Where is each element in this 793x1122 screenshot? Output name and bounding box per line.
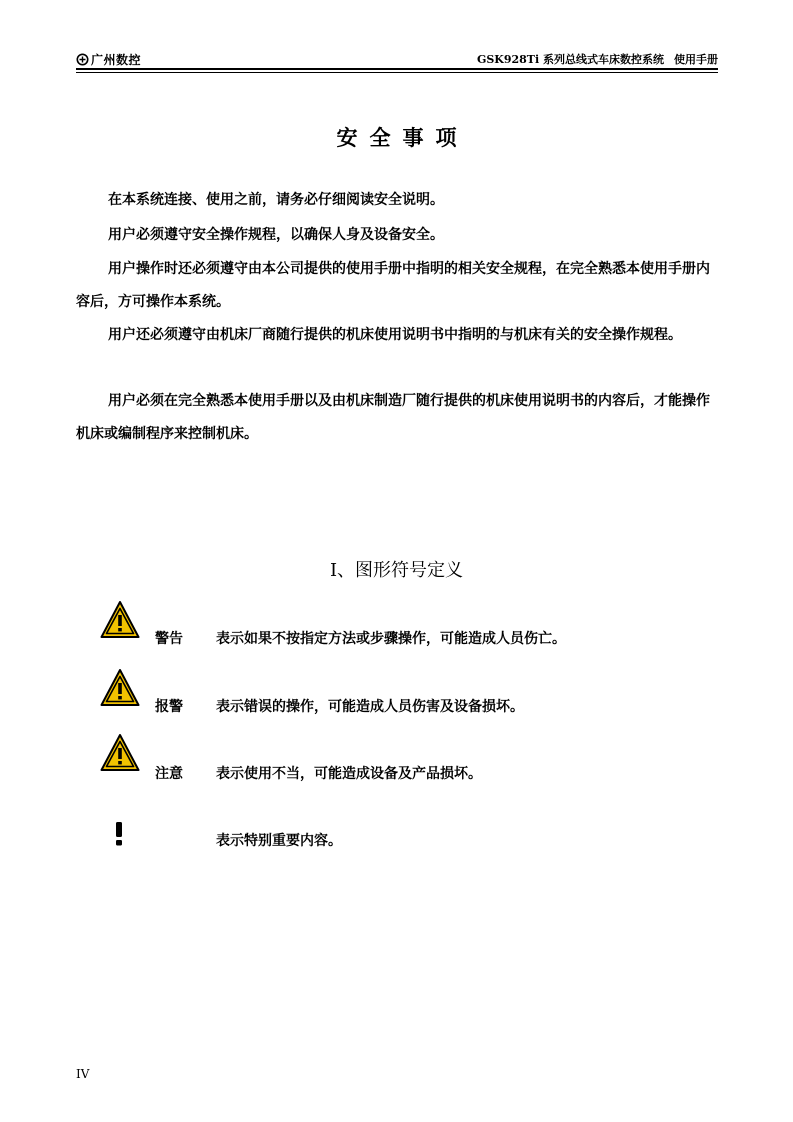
symbol-term: 警告 (155, 631, 183, 647)
doc-subtitle: 使用手册 (674, 53, 718, 66)
symbol-description: 表示使用不当，可能造成设备及产品损坏。 (216, 766, 482, 782)
header-rule-thick (76, 68, 718, 70)
symbol-row-alarm (0, 668, 793, 715)
paragraph-1: 在本系统连接、使用之前，请务必仔细阅读安全说明。 (108, 192, 444, 208)
company-logo (76, 51, 141, 67)
section-title: Ⅰ、图形符号定义 (329, 560, 464, 581)
page-title: 安全事项 (336, 126, 469, 150)
paragraph-3: 用户操作时还必须遵守由本公司提供的使用手册中指明的相关安全规程，在完全熟悉本使用手册内容后，方可操作本系统。 (76, 261, 710, 310)
symbol-row-warning (0, 600, 793, 647)
symbol-term: 报警 (155, 699, 183, 715)
doc-title: GSK928Ti 系列总线式车床数控系统 (476, 53, 664, 66)
page-number: IV (76, 1067, 90, 1081)
paragraph-2: 用户必须遵守安全操作规程，以确保人身及设备安全。 (108, 227, 444, 243)
symbol-row-caution (0, 733, 793, 782)
symbol-row-important (0, 820, 793, 864)
header-rule-thin (76, 72, 718, 73)
symbol-description: 表示错误的操作，可能造成人员伤害及设备损坏。 (216, 699, 524, 715)
logo-emblem-icon (76, 53, 89, 66)
document-header-title (477, 51, 718, 67)
paragraph-4: 用户还必须遵守由机床厂商随行提供的机床使用说明书中指明的与机床有关的安全操作规程。 (108, 327, 682, 343)
symbol-description: 表示特别重要内容。 (216, 833, 342, 849)
logo-text: 广州数控 (91, 52, 142, 67)
symbol-description: 表示如果不按指定方法或步骤操作，可能造成人员伤亡。 (216, 631, 566, 647)
warning-triangle-icon (100, 668, 140, 708)
warning-triangle-icon (100, 733, 140, 773)
symbol-term: 注意 (155, 766, 183, 782)
warning-triangle-icon (100, 600, 140, 640)
exclamation-icon (114, 822, 124, 846)
paragraph-5: 用户必须在完全熟悉本使用手册以及由机床制造厂随行提供的机床使用说明书的内容后，才能操作机床或编制程序来控制机床。 (76, 393, 710, 442)
